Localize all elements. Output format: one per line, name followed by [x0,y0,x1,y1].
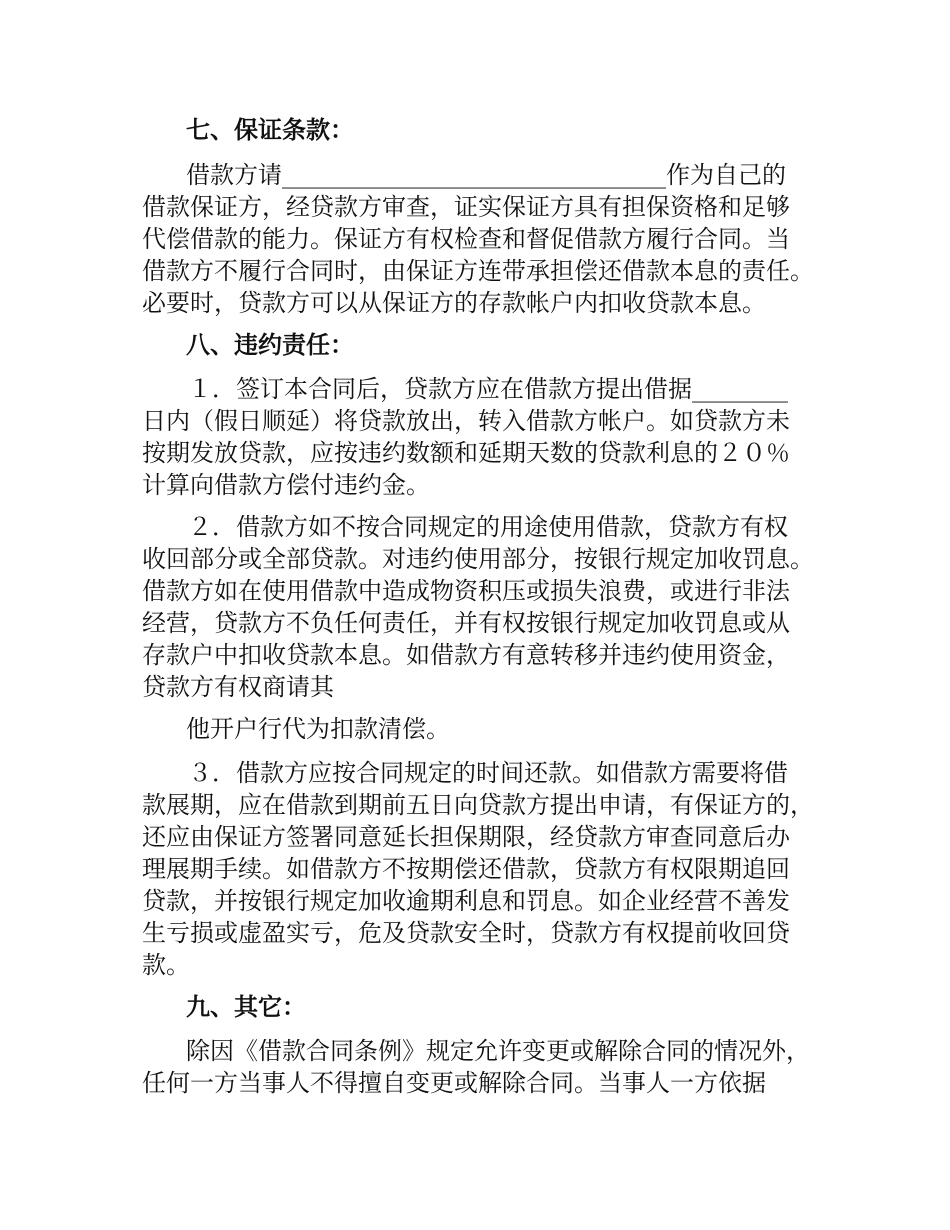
section-7-line-2: 借款保证方，经贷款方审查，证实保证方具有担保资格和足够 [142,193,790,221]
section-8-item-3-line-5: 贷款，并按银行规定加收逾期利息和罚息。如企业经营不善发 [142,887,790,915]
section-8-item-2-line-6: 贷款方有权商请其 [142,673,334,701]
section-8-item-3-line-7: 款。 [142,951,190,979]
section-7-heading: 七、保证条款： [186,116,354,144]
section-8-item-2-continuation: 他开户行代为扣款清偿。 [186,715,450,743]
section-8-item-3-line-4: 理展期手续。如借款方不按期偿还借款，贷款方有权限期追回 [142,855,790,883]
section-8-item-1-line-2: 日内（假日顺延）将贷款放出，转入借款方帐户。如贷款方未 [142,407,790,435]
section-8-item-1-line-3: 按期发放贷款，应按违约数额和延期天数的贷款利息的２０％ [142,439,790,467]
section-8-item-3-line-3: 还应由保证方签署同意延长担保期限，经贷款方审查同意后办 [142,823,790,851]
section-9-line-1: 除因《借款合同条例》规定允许变更或解除合同的情况外， [186,1037,810,1065]
section-8-item-3-line-2: 款展期，应在借款到期前五日向贷款方提出申请，有保证方的， [142,791,814,819]
section-8-item-3-line-1: ３．借款方应按合同规定的时间还款。如借款方需要将借 [188,759,788,787]
section-8-item-1-line-4: 计算向借款方偿付违约金。 [142,471,430,499]
section-7-line-1: 借款方请________________________________作为自己的 [186,161,786,189]
section-8-item-2-line-5: 存款户中扣收贷款本息。如借款方有意转移并违约使用资金， [142,641,790,669]
section-8-item-3-line-6: 生亏损或虚盈实亏，危及贷款安全时，贷款方有权提前收回贷 [142,919,790,947]
section-8-item-2-line-3: 借款方如在使用借款中造成物资积压或损失浪费，或进行非法 [142,577,790,605]
section-8-heading: 八、违约责任： [186,331,354,359]
section-7-line-3: 代偿借款的能力。保证方有权检查和督促借款方履行合同。当 [142,225,790,253]
section-9-line-2: 任何一方当事人不得擅自变更或解除合同。当事人一方依据 [142,1069,766,1097]
section-8-item-2-line-1: ２．借款方如不按合同规定的用途使用借款，贷款方有权 [188,513,788,541]
section-8-item-1-line-1: １．签订本合同后，贷款方应在借款方提出借据________ [188,375,788,403]
section-8-item-2-line-2: 收回部分或全部贷款。对违约使用部分，按银行规定加收罚息。 [142,545,814,573]
section-7-line-5: 必要时，贷款方可以从保证方的存款帐户内扣收贷款本息。 [142,289,766,317]
section-9-heading: 九、其它： [186,993,306,1021]
section-7-line-4: 借款方不履行合同时，由保证方连带承担偿还借款本息的责任。 [142,257,814,285]
section-8-item-2-line-4: 经营，贷款方不负任何责任，并有权按银行规定加收罚息或从 [142,609,790,637]
